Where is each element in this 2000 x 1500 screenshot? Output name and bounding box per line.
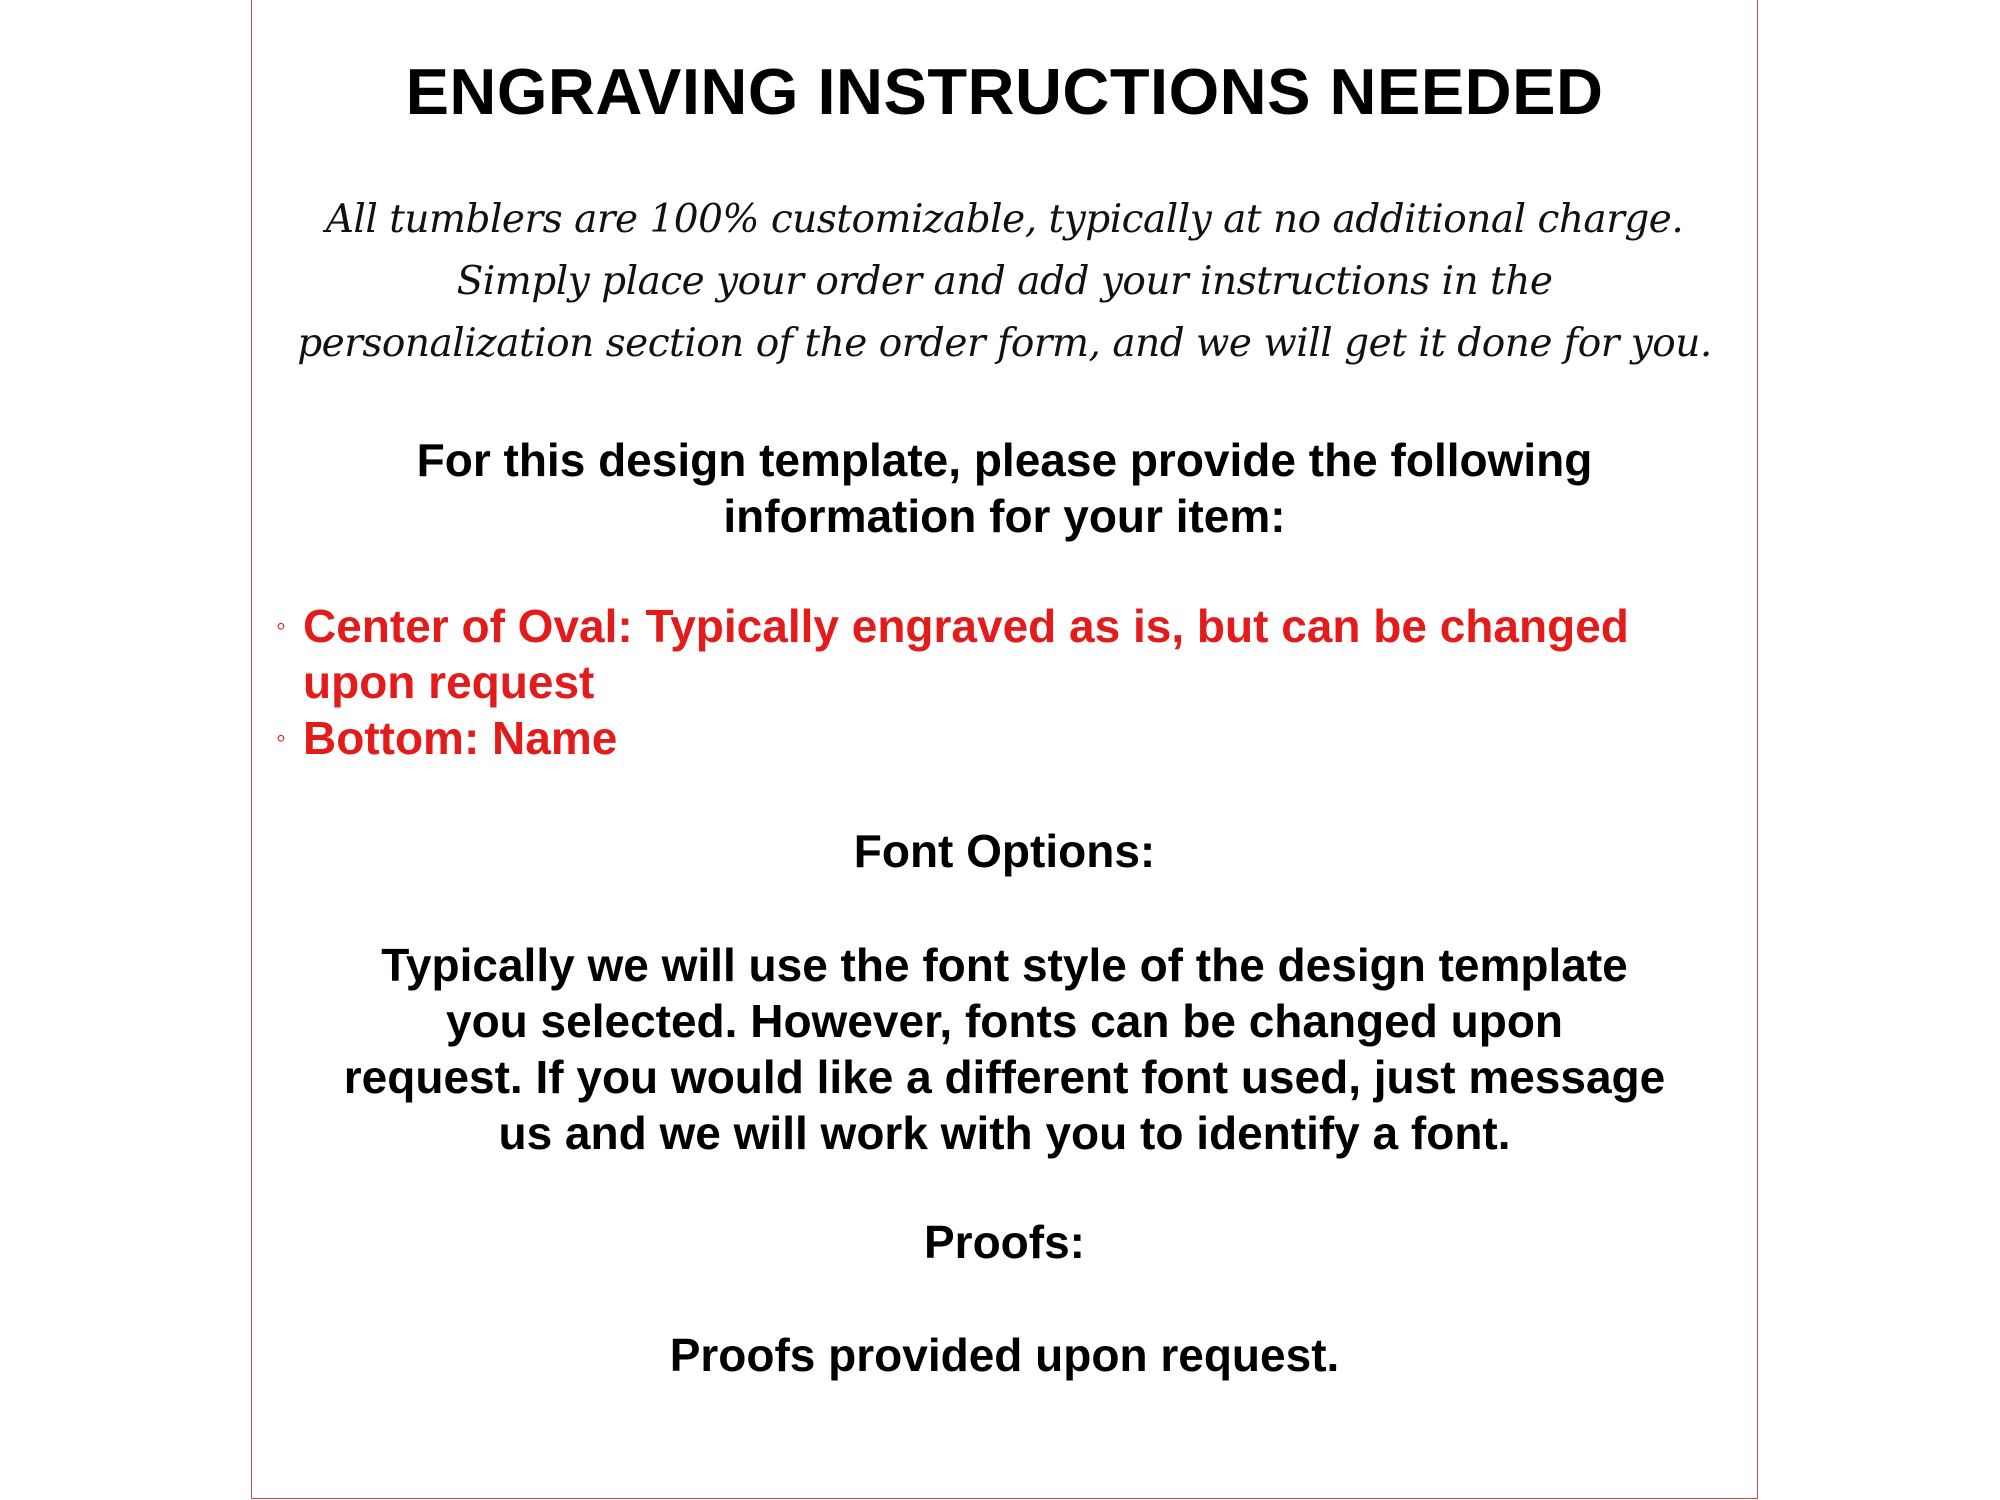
font-options-line-4: us and we will work with you to identify a font. — [498, 1107, 1511, 1159]
list-item-line: Center of Oval: Typically engraved as is, but can be changed — [303, 600, 1629, 652]
list-item-bottom-name — [276, 710, 1629, 766]
intro-line-3: personalization section of the order form, and we will get it done for you. — [297, 321, 1712, 366]
proofs-heading: Proofs: — [924, 1216, 1085, 1268]
font-options-line-2: you selected. However, fonts can be changed upon — [445, 995, 1564, 1047]
required-info-list — [276, 598, 1629, 766]
list-item-line: Bottom: Name — [303, 712, 618, 764]
intro-line-2: Simply place your order and add your instructions in the — [456, 259, 1553, 304]
bullet-circle-icon: ◦ — [276, 722, 286, 753]
proofs-text: Proofs provided upon request. — [669, 1329, 1340, 1381]
provide-info-line-1: For this design template, please provide the following — [416, 434, 1593, 486]
page-title: ENGRAVING INSTRUCTIONS NEEDED — [405, 55, 1604, 128]
instruction-card — [251, 0, 1758, 1499]
intro-line-1: All tumblers are 100% customizable, typically at no additional charge. — [325, 197, 1684, 242]
provide-info-line-2: information for your item: — [723, 490, 1286, 542]
list-item-center-of-oval — [276, 598, 1629, 710]
font-options-heading: Font Options: — [853, 825, 1156, 877]
bullet-circle-icon: ◦ — [276, 610, 286, 641]
font-options-line-3: request. If you would like a different font used, just message — [343, 1051, 1666, 1103]
font-options-line-1: Typically we will use the font style of the design template — [381, 939, 1628, 991]
list-item-line: upon request — [303, 656, 595, 708]
